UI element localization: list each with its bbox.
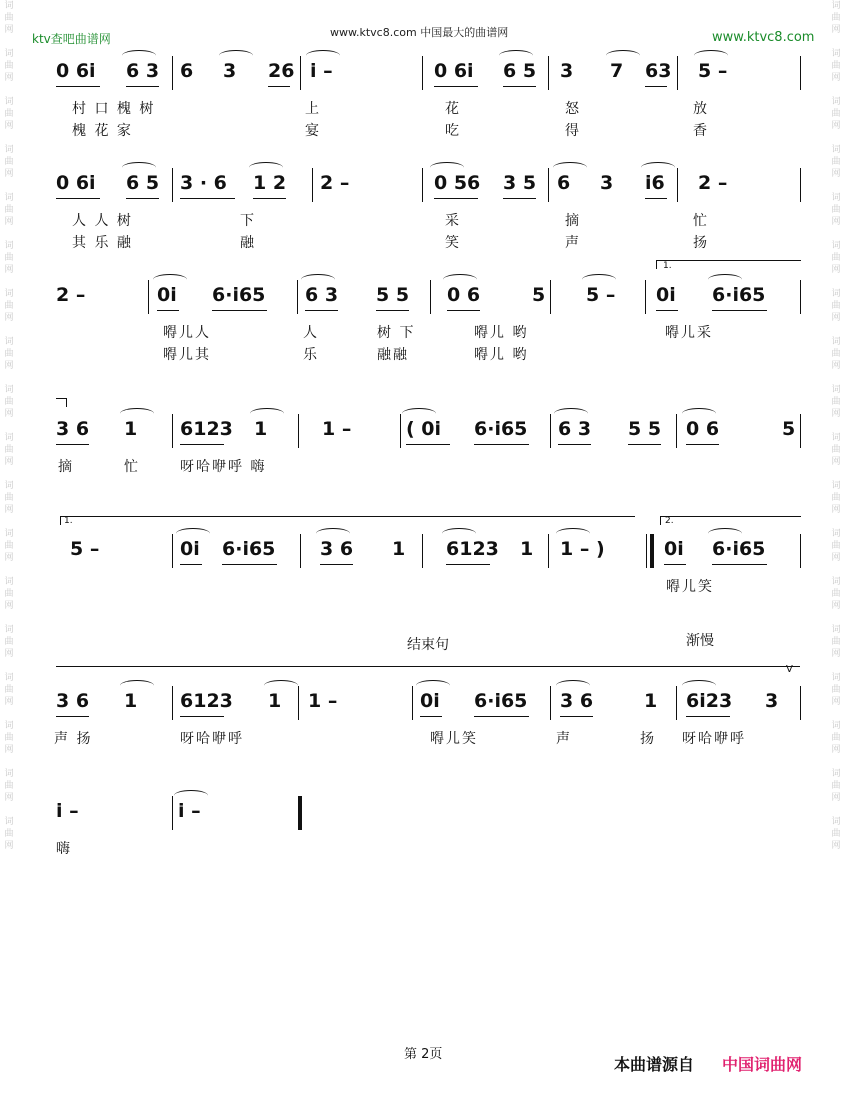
beam-line [212, 310, 267, 311]
slur [556, 680, 590, 691]
bar-line [548, 56, 549, 90]
volta-2-row5 [660, 516, 801, 525]
bar-line [422, 168, 423, 202]
bar-line [800, 280, 801, 314]
note-group: 1 [392, 538, 406, 560]
bar-line [412, 686, 413, 720]
volta-1-row5 [60, 516, 635, 525]
note-group: 6·i65 [712, 538, 766, 560]
note-group: 0 6i [434, 60, 474, 82]
beam-line [686, 716, 730, 717]
beam-line [56, 198, 100, 199]
bar-line [430, 280, 431, 314]
bar-line [800, 686, 801, 720]
note-group: 0i [656, 284, 676, 306]
note-group: 3 6 [56, 690, 90, 712]
note-group: 1 [520, 538, 534, 560]
header-center-text: www.ktvc8.com 中国最大的曲谱网 [330, 26, 509, 39]
note-group: 6123 [180, 690, 233, 712]
note-group: 0 6i [56, 60, 96, 82]
beam-line [447, 310, 480, 311]
beam-line [712, 310, 767, 311]
slur [301, 274, 335, 285]
lyric-text: 呀哈咿呼 [682, 731, 746, 747]
lyric-text: 摘 [58, 459, 74, 475]
note-group: 3 [560, 60, 574, 82]
note-group: 6·i65 [474, 690, 528, 712]
lyric-text: 嘚儿笑 [430, 731, 478, 747]
note-group: 0 6 [447, 284, 481, 306]
lyric-text: 嘚儿其 [163, 347, 211, 363]
note-group: 5 5 [376, 284, 410, 306]
bar-line [422, 534, 423, 568]
bar-line [172, 414, 173, 448]
slur [219, 50, 253, 61]
row6-ending-line [56, 666, 800, 667]
beam-line [664, 564, 686, 565]
bar-line [422, 56, 423, 90]
watermark-right: 词 曲 网 词 曲 网 词 曲 网 词 曲 网 词 曲 网 词 曲 网 词 曲 网 词 曲 网 词 曲 网 词 曲 网 词 曲 网 词 曲 网 词 曲 网 词 曲 网 词 曲 网 词 曲 网 词 曲 网 词 曲 网 [831, 1, 841, 851]
bar-line [800, 414, 801, 448]
lyric-text: 融 [240, 235, 256, 251]
slur [641, 162, 675, 173]
bar-line [298, 686, 299, 720]
slur [402, 408, 436, 419]
beam-line [446, 564, 490, 565]
note-group: 0i [664, 538, 684, 560]
note-group: 1 [124, 418, 138, 440]
final-barline [298, 796, 302, 830]
lyric-text: 吃 [445, 123, 461, 139]
lyric-text: 树 下 [377, 325, 416, 341]
lyric-text: 嘚儿人 [163, 325, 211, 341]
breath-mark: V [786, 664, 793, 675]
bar-line [148, 280, 149, 314]
slur [682, 408, 716, 419]
beam-line [474, 716, 529, 717]
beam-line [180, 444, 224, 445]
note-group: i6 [645, 172, 665, 194]
beam-line [268, 86, 290, 87]
note-group: 6123 [180, 418, 233, 440]
note-group: i – [56, 800, 79, 822]
lyric-text: 宴 [305, 123, 321, 139]
volta-2-label: 2. [665, 516, 674, 526]
beam-line [558, 444, 591, 445]
beam-line [180, 198, 235, 199]
note-group: 3 [223, 60, 237, 82]
note-group: 7 [610, 60, 624, 82]
beam-line [406, 444, 450, 445]
bar-line [677, 56, 678, 90]
beam-line [180, 716, 224, 717]
bar-line [172, 168, 173, 202]
note-group: 3 6 [560, 690, 594, 712]
lyric-text: 得 [565, 123, 581, 139]
beam-line [157, 310, 179, 311]
slur [316, 528, 350, 539]
slur [556, 528, 590, 539]
lyric-text: 下 [240, 213, 256, 229]
beam-line [686, 444, 719, 445]
slur [554, 408, 588, 419]
note-group: 0i [180, 538, 200, 560]
lyric-text: 槐 花 家 [72, 123, 133, 139]
note-group: 3 6 [56, 418, 90, 440]
note-group: 6123 [446, 538, 499, 560]
slur [682, 680, 716, 691]
source-label: 本曲谱源自 [614, 1055, 695, 1074]
slur [708, 274, 742, 285]
slur [174, 790, 208, 801]
beam-line [434, 198, 478, 199]
note-group: 6·i65 [222, 538, 276, 560]
note-group: i – [310, 60, 333, 82]
beam-line [503, 198, 536, 199]
lyric-text: 乐 [303, 347, 319, 363]
beam-line [474, 444, 529, 445]
ending-phrase-label: 结束句 [407, 637, 449, 653]
slur [582, 274, 616, 285]
bar-line [298, 414, 299, 448]
beam-line [56, 86, 100, 87]
note-group: 5 – [586, 284, 616, 306]
note-group: 2 – [320, 172, 350, 194]
note-group: 6·i65 [474, 418, 528, 440]
beam-line [434, 86, 478, 87]
note-group: 1 – [322, 418, 352, 440]
note-group: 6·i65 [212, 284, 266, 306]
lyric-text: 采 [445, 213, 461, 229]
watermark-left: 词 曲 网 词 曲 网 词 曲 网 词 曲 网 词 曲 网 词 曲 网 词 曲 网 词 曲 网 词 曲 网 词 曲 网 词 曲 网 词 曲 网 词 曲 网 词 曲 网 词 曲 网 词 曲 网 词 曲 网 词 曲 网 [4, 1, 14, 851]
note-group: 1 [268, 690, 282, 712]
note-group: 6 3 [305, 284, 339, 306]
beam-line [253, 198, 286, 199]
bar-line [172, 686, 173, 720]
note-group: 5 – [70, 538, 100, 560]
bar-line [548, 168, 549, 202]
note-group: 6 3 [126, 60, 160, 82]
beam-line [180, 564, 202, 565]
header-right-site[interactable]: www.ktvc8.com [712, 30, 815, 45]
beam-line [305, 310, 338, 311]
lyric-text: 忙 [693, 213, 709, 229]
slur [442, 528, 476, 539]
beam-line [645, 86, 667, 87]
row4-bracket [56, 398, 67, 407]
slur [153, 274, 187, 285]
beam-line [712, 564, 767, 565]
bar-line [550, 686, 551, 720]
lyric-text: 花 [445, 101, 461, 117]
slur [606, 50, 640, 61]
note-group: 0 6 [686, 418, 720, 440]
lyric-text: 摘 [565, 213, 581, 229]
bar-line [300, 534, 301, 568]
lyric-text: 嘚儿 哟 [474, 347, 529, 363]
beam-line [645, 198, 667, 199]
bar-line [677, 168, 678, 202]
note-group: ( 0i [406, 418, 442, 440]
note-group: 6 5 [126, 172, 160, 194]
bar-line [800, 56, 801, 90]
lyric-text: 人 [303, 325, 319, 341]
beam-line [628, 444, 661, 445]
note-group: 5 – [698, 60, 728, 82]
note-group: 1 – [308, 690, 338, 712]
beam-line [56, 444, 89, 445]
note-group: 2 – [698, 172, 728, 194]
note-group: 5 [532, 284, 546, 306]
bar-line [800, 168, 801, 202]
note-group: 63 [645, 60, 672, 82]
bar-line [645, 280, 646, 314]
slur [264, 680, 298, 691]
slur [553, 162, 587, 173]
note-group: 3 [600, 172, 614, 194]
lyric-text: 嗨 [56, 841, 72, 857]
bar-line [172, 56, 173, 90]
note-group: 1 [644, 690, 658, 712]
lyric-text: 扬 [693, 235, 709, 251]
bar-line [312, 168, 313, 202]
bar-line [297, 280, 298, 314]
bar-line [400, 414, 401, 448]
beam-line [222, 564, 277, 565]
volta-1-row3 [656, 260, 801, 269]
lyric-text: 嘚儿笑 [666, 579, 714, 595]
slur [120, 680, 154, 691]
lyric-text: 笑 [445, 235, 461, 251]
repeat-end-sign [646, 534, 654, 568]
beam-line [56, 716, 89, 717]
lyric-text: 声 [565, 235, 581, 251]
note-group: 3 6 [320, 538, 354, 560]
lyric-text: 声 [556, 731, 572, 747]
beam-line [126, 198, 159, 199]
note-group: 6 5 [503, 60, 537, 82]
note-group: 0i [157, 284, 177, 306]
note-group: 3 [765, 690, 779, 712]
slur [694, 50, 728, 61]
bar-line [548, 534, 549, 568]
beam-line [656, 310, 678, 311]
slur [306, 50, 340, 61]
slur [122, 50, 156, 61]
lyric-text: 香 [693, 123, 709, 139]
note-group: 0 6i [56, 172, 96, 194]
note-group: 26 [268, 60, 295, 82]
lyric-text: 嘚儿 哟 [474, 325, 529, 341]
slur [443, 274, 477, 285]
note-group: 6 [180, 60, 194, 82]
page-number: 第 2页 [404, 1047, 443, 1062]
lyric-text: 人 人 树 [72, 213, 133, 229]
note-group: 5 [782, 418, 796, 440]
slur [708, 528, 742, 539]
slow-down-label: 渐慢 [686, 633, 714, 649]
lyric-text: 怒 [565, 101, 581, 117]
note-group: 1 – ) [560, 538, 605, 560]
note-group: 1 [254, 418, 268, 440]
bar-line [300, 56, 301, 90]
lyric-text: 忙 [124, 459, 140, 475]
note-group: 1 [124, 690, 138, 712]
note-group: 6·i65 [712, 284, 766, 306]
lyric-text: 村 口 槐 树 [72, 101, 156, 117]
note-group: 5 5 [628, 418, 662, 440]
lyric-text: 扬 [640, 731, 656, 747]
lyric-text: 放 [693, 101, 709, 117]
slur [120, 408, 154, 419]
note-group: 2 – [56, 284, 86, 306]
lyric-text: 融融 [377, 347, 409, 363]
bar-line [676, 686, 677, 720]
lyric-text: 上 [305, 101, 321, 117]
note-group: 6 3 [558, 418, 592, 440]
slur [430, 162, 464, 173]
note-group: 6 [557, 172, 571, 194]
lyric-text: 呀哈咿呼 [180, 731, 244, 747]
note-group: 0 56 [434, 172, 481, 194]
bar-line [800, 534, 801, 568]
note-group: 3 5 [503, 172, 537, 194]
beam-line [320, 564, 353, 565]
header-left-site[interactable]: ktv查吧曲谱网 [32, 32, 111, 46]
lyric-text: 嘚儿采 [665, 325, 713, 341]
lyric-text: 其 乐 融 [72, 235, 133, 251]
slur [122, 162, 156, 173]
bar-line [172, 534, 173, 568]
slur [416, 680, 450, 691]
slur [250, 408, 284, 419]
note-group: 0i [420, 690, 440, 712]
slur [499, 50, 533, 61]
slur [176, 528, 210, 539]
note-group: 1 2 [253, 172, 287, 194]
lyric-text: 声 扬 [54, 731, 93, 747]
note-group: 6i23 [686, 690, 733, 712]
volta-1-label: 1. [663, 261, 672, 271]
bar-line [676, 414, 677, 448]
lyric-text: 呀哈咿呼 嗨 [180, 459, 267, 475]
beam-line [420, 716, 442, 717]
note-group: i – [178, 800, 201, 822]
beam-line [126, 86, 159, 87]
bar-line [550, 280, 551, 314]
beam-line [503, 86, 536, 87]
bar-line [172, 796, 173, 830]
volta-1-label-row5: 1. [64, 516, 73, 526]
beam-line [560, 716, 593, 717]
source-site-link[interactable]: 中国词曲网 [722, 1055, 803, 1074]
slur [249, 162, 283, 173]
note-group: 3 · 6 [180, 172, 227, 194]
beam-line [376, 310, 409, 311]
bar-line [550, 414, 551, 448]
